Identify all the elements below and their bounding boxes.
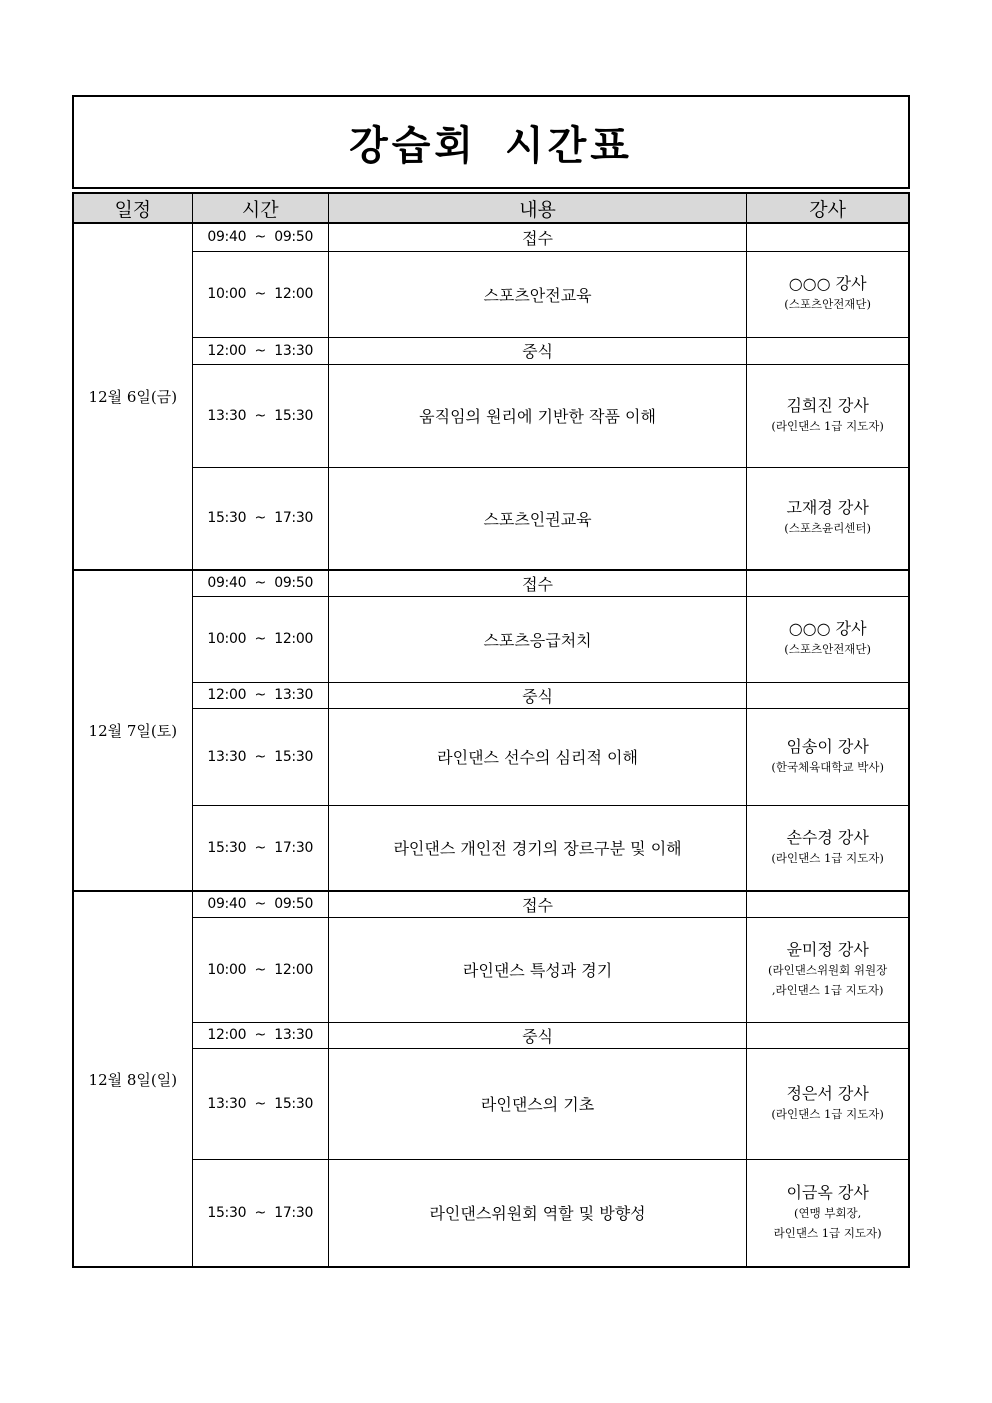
table-row <box>73 805 909 891</box>
date-cell: 12월 7일(토) <box>73 570 192 891</box>
time-cell: 15:30 ~ 17:30 <box>192 1159 328 1267</box>
table-row <box>73 223 909 251</box>
time-cell: 09:40 ~ 09:50 <box>192 223 328 251</box>
instructor-cell <box>747 1159 909 1267</box>
instructor-cell <box>747 467 909 570</box>
table-row <box>73 708 909 805</box>
header-date: 일정 <box>73 193 192 223</box>
instructor-name: 정은서 강사 <box>786 1083 869 1103</box>
table-row <box>73 364 909 467</box>
table-row <box>73 596 909 682</box>
content-cell: 중식 <box>328 337 747 364</box>
content-cell: 접수 <box>328 570 747 596</box>
instructor-cell <box>747 223 909 251</box>
content-cell: 스포츠인권교육 <box>328 467 747 570</box>
time-cell: 13:30 ~ 15:30 <box>192 708 328 805</box>
instructor-cell <box>747 805 909 891</box>
content-cell: 라인댄스의 기초 <box>328 1048 747 1159</box>
instructor-cell <box>747 364 909 467</box>
content-cell: 중식 <box>328 682 747 708</box>
instructor-affiliation: 라인댄스 1급 지도자) <box>773 1225 882 1240</box>
page-title: 강습회 시간표 <box>349 122 633 169</box>
header-content: 내용 <box>328 193 747 223</box>
instructor-name: 임송이 강사 <box>786 736 869 756</box>
instructor-cell <box>747 891 909 917</box>
content-cell: 접수 <box>328 891 747 917</box>
day-group-1 <box>73 223 909 570</box>
instructor-cell <box>747 917 909 1022</box>
instructor-cell <box>747 1022 909 1048</box>
instructor-cell <box>747 337 909 364</box>
instructor-affiliation: (라인댄스위원회 위원장 <box>768 962 888 977</box>
instructor-name: 이금옥 강사 <box>786 1182 869 1202</box>
table-row <box>73 1022 909 1048</box>
instructor-affiliation: (라인댄스 1급 지도자) <box>771 418 884 433</box>
day-group-3 <box>73 891 909 1267</box>
table-row <box>73 337 909 364</box>
instructor-affiliation: (스포츠안전재단) <box>784 642 872 656</box>
content-cell: 라인댄스 특성과 경기 <box>328 917 747 1022</box>
table-row <box>73 1159 909 1267</box>
time-cell: 10:00 ~ 12:00 <box>192 596 328 682</box>
table-row <box>73 917 909 1022</box>
table-row <box>73 1048 909 1159</box>
time-cell: 09:40 ~ 09:50 <box>192 891 328 917</box>
instructor-affiliation: (라인댄스 1급 지도자) <box>771 1106 884 1121</box>
content-cell: 접수 <box>328 223 747 251</box>
instructor-cell <box>747 596 909 682</box>
instructor-cell <box>747 570 909 596</box>
instructor-affiliation: (한국체육대학교 박사) <box>771 759 884 774</box>
table-row <box>73 682 909 708</box>
time-cell: 13:30 ~ 15:30 <box>192 364 328 467</box>
instructor-affiliation: (연맹 부회장, <box>793 1205 862 1220</box>
instructor-affiliation: ,라인댄스 1급 지도자) <box>771 982 884 997</box>
instructor-name: 고재경 강사 <box>786 498 869 518</box>
instructor-cell <box>747 251 909 337</box>
time-cell: 12:00 ~ 13:30 <box>192 682 328 708</box>
table-row <box>73 891 909 917</box>
instructor-name: 김희진 강사 <box>786 395 869 415</box>
time-cell: 09:40 ~ 09:50 <box>192 570 328 596</box>
title-box <box>72 95 910 189</box>
content-cell: 라인댄스 선수의 심리적 이해 <box>328 708 747 805</box>
content-cell: 스포츠안전교육 <box>328 251 747 337</box>
time-cell: 15:30 ~ 17:30 <box>192 467 328 570</box>
time-cell: 13:30 ~ 15:30 <box>192 1048 328 1159</box>
time-cell: 10:00 ~ 12:00 <box>192 917 328 1022</box>
header-row <box>73 193 909 223</box>
time-cell: 15:30 ~ 17:30 <box>192 805 328 891</box>
day-group-2 <box>73 570 909 891</box>
time-cell: 10:00 ~ 12:00 <box>192 251 328 337</box>
content-cell: 중식 <box>328 1022 747 1048</box>
header-instructor: 강사 <box>747 193 909 223</box>
instructor-affiliation: (스포츠안전재단) <box>784 297 872 311</box>
instructor-name: 윤미정 강사 <box>786 939 869 959</box>
content-cell: 움직임의 원리에 기반한 작품 이해 <box>328 364 747 467</box>
instructor-name: 손수경 강사 <box>786 827 869 847</box>
instructor-affiliation: (라인댄스 1급 지도자) <box>771 850 884 865</box>
instructor-name: ○○○ 강사 <box>788 619 867 638</box>
content-cell: 라인댄스위원회 역할 및 방향성 <box>328 1159 747 1267</box>
time-cell: 12:00 ~ 13:30 <box>192 1022 328 1048</box>
instructor-cell <box>747 708 909 805</box>
table-row <box>73 467 909 570</box>
schedule-table <box>72 192 910 1268</box>
table-row <box>73 251 909 337</box>
instructor-affiliation: (스포츠윤리센터) <box>784 521 872 536</box>
instructor-cell <box>747 1048 909 1159</box>
table-row <box>73 570 909 596</box>
instructor-name: ○○○ 강사 <box>788 274 867 293</box>
header-time: 시간 <box>192 193 328 223</box>
content-cell: 스포츠응급처치 <box>328 596 747 682</box>
date-cell: 12월 8일(일) <box>73 891 192 1267</box>
instructor-cell <box>747 682 909 708</box>
content-cell: 라인댄스 개인전 경기의 장르구분 및 이해 <box>328 805 747 891</box>
date-cell: 12월 6일(금) <box>73 223 192 570</box>
time-cell: 12:00 ~ 13:30 <box>192 337 328 364</box>
